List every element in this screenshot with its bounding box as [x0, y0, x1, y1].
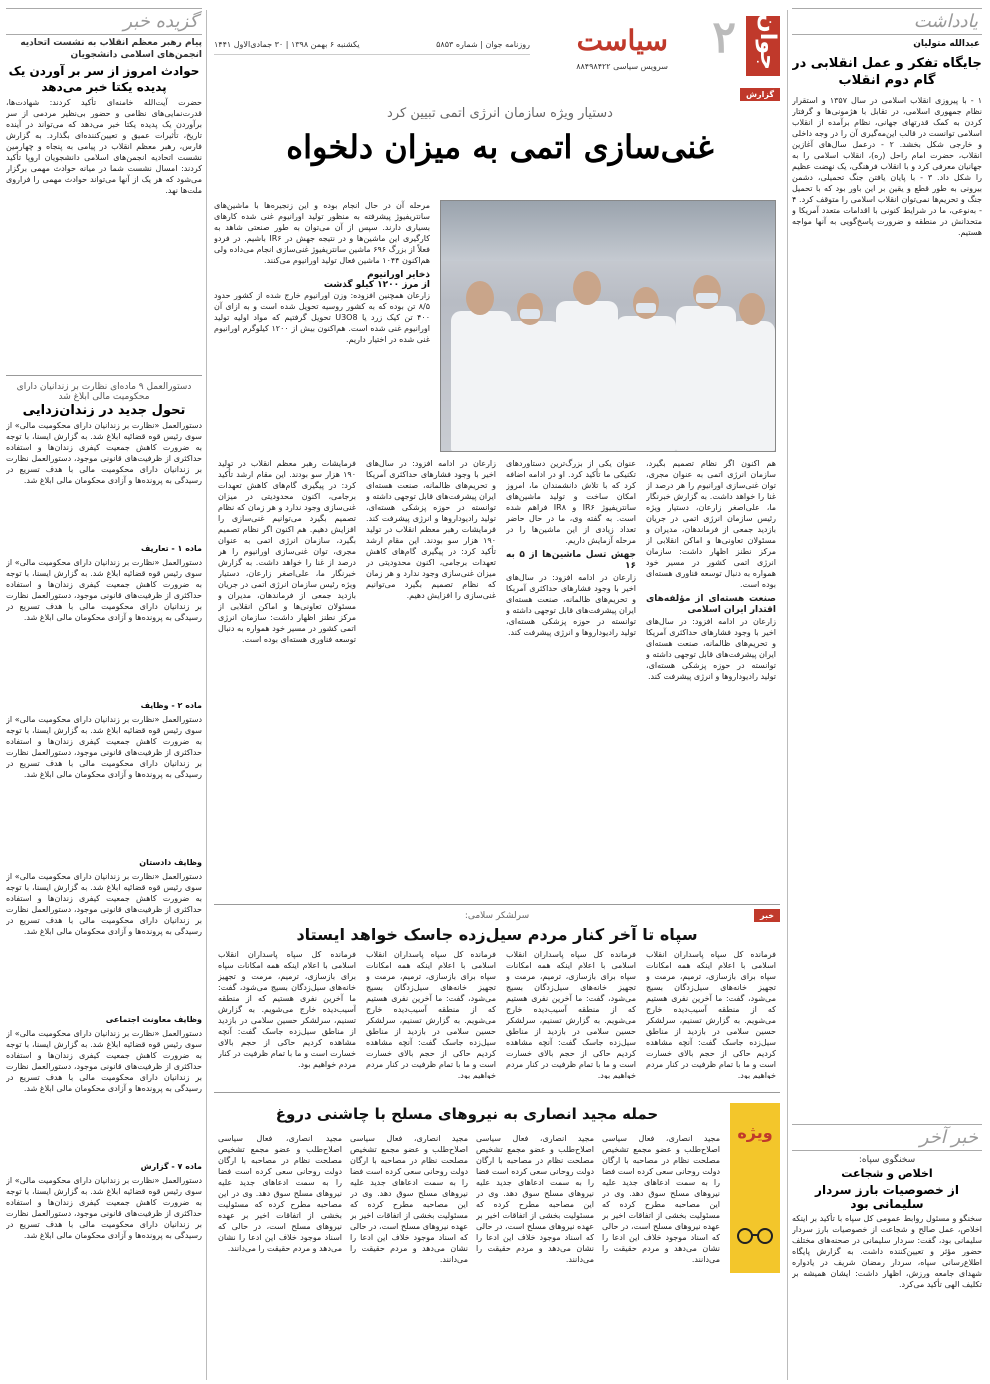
main-body-col-2-text-b: زارعان در ادامه افزود: در سال‌های اخیر با وجود فشارهای حداکثری آمریکا و تحریم‌های ظالمانه، صنعت هسته‌ای ایران پیشرفت‌های قابل توجهی داشته و توانسته در حوزه پزشکی هسته‌ای، تولید رادیوداروها و انرژی پیشرفت کند.: [506, 573, 636, 637]
digest-story2-body: دستورالعمل «نظارت بر زندانیان دارای محکومیت مالی» از سوی رئیس قوه قضائیه ابلاغ شد. به گزارش ایسنا، با توجه به ضرورت کاهش جمعیت کیفری زندان‌ها و استفاده حداکثری از ظرفیت‌های قانونی موجود، دستورالعمل نظارت بر زندانیان دارای محکومیت مالی با هدف تسریع در رسیدگی به پرونده‌ها و آزادی محکومان مالی ابلاغ شد.: [6, 421, 202, 485]
main-body-col-3-text: زارعان در ادامه افزود: در سال‌های اخیر با وجود فشارهای حداکثری آمریکا و تحریم‌های ظالمانه، صنعت هسته‌ای ایران پیشرفت‌های قابل توجهی داشته و توانسته در حوزه پزشکی هسته‌ای، تولید رادیوداروها و انرژی پیشرفت کند.: [366, 459, 496, 523]
digest-story1-headline: حوادث امروز از سر بر آوردن یک پدیده یکتا خبر می‌دهد: [8, 64, 200, 94]
third-body-col-1: مجید انصاری، فعال سیاسی اصلاح‌طلب و عضو مجمع تشخیص مصلحت نظام در مصاحبه با ارگان دولت روحانی سعی کرده است فضا را به سمت ادعاهای جدید علیه نیروهای مسلح سوق دهد. وی در این مصاحبه مطرح کرده که مسئولیت بخشی از اتفاقات اخیر بر عهده نیروهای مسلح است، در حالی که اسناد موجود خلاف این ادعا را نشان می‌دهد و مردم حقیقت را می‌دانند.: [602, 1134, 720, 1264]
main-body-col-1-text-b: زارعان در ادامه افزود: در سال‌های اخیر با وجود فشارهای حداکثری آمریکا و تحریم‌های ظالمانه، صنعت هسته‌ای ایران پیشرفت‌های قابل توجهی داشته و توانسته در حوزه پزشکی هسته‌ای، تولید رادیوداروها و انرژی پیشرفت کند.: [646, 617, 776, 681]
digest-subhead-3: وظایف دادستان: [139, 858, 202, 867]
third-story: [214, 1092, 780, 1377]
third-body-col-2: مجید انصاری، فعال سیاسی اصلاح‌طلب و عضو مجمع تشخیص مصلحت نظام در مصاحبه با ارگان دولت روحانی سعی کرده است فضا را به سمت ادعاهای جدید علیه نیروهای مسلح سوق دهد. وی در این مصاحبه مطرح کرده که مسئولیت بخشی از اتفاقات اخیر بر عهده نیروهای مسلح است، در حالی که اسناد موجود خلاف این ادعا را نشان می‌دهد و مردم حقیقت را می‌دانند.: [476, 1134, 594, 1264]
digest-story2-kicker: دستورالعمل ۹ ماده‌ای نظارت بر زندانیان دارای محکومیت مالی ابلاغ شد: [16, 382, 192, 402]
third-body-col-4: مجید انصاری، فعال سیاسی اصلاح‌طلب و عضو مجمع تشخیص مصلحت نظام در مصاحبه با ارگان دولت روحانی سعی کرده است فضا را به سمت ادعاهای جدید علیه نیروهای مسلح سوق دهد. وی در این مصاحبه مطرح کرده که مسئولیت بخشی از اتفاقات اخیر بر عهده نیروهای مسلح است، در حالی که اسناد موجود خلاف این ادعا را نشان می‌دهد و مردم حقیقت را می‌دانند.: [218, 1134, 342, 1253]
main-body-col-4: [218, 458, 356, 888]
last-news-body: سخنگو و مسئول روابط عمومی کل سپاه با تأکید بر اینکه اخلاص، عمل صالح و شجاعت از خصوصیات بارز سردار سلیمانی بود، گفت: سردار سلیمانی در صحنه‌های مختلف حضور مؤثر و تعیین‌کننده داشت. به گزارش پایگاه اطلاع‌رسانی سپاه، سردار رمضان شریف در یادواره شهدای جامعه ورزش، اظهار داشت: ایشان همیشه بر تکلیف الهی تأکید می‌کرد.: [792, 1214, 982, 1289]
last-news-title: خبر آخر: [919, 1127, 978, 1148]
digest-story2-body-cont3: دستورالعمل «نظارت بر زندانیان دارای محکومیت مالی» از سوی رئیس قوه قضائیه ابلاغ شد. به گزارش ایسنا، با توجه به ضرورت کاهش جمعیت کیفری زندان‌ها و استفاده حداکثری از ظرفیت‌های قانونی موجود، دستورالعمل نظارت بر زندانیان دارای محکومیت مالی با هدف تسریع در رسیدگی به پرونده‌ها و آزادی محکومان مالی ابلاغ شد.: [6, 872, 202, 936]
main-body-col-3-text-b: فرمایشات رهبر معظم انقلاب در تولید ۱۹۰ هزار سو بودند. این مقام ارشد تأکید کرد: در پیگیری گام‌های کاهش تعهدات برجامی، اکنون محدودیتی در میزان غنی‌سازی وجود ندارد و هر زمان که نظام تصمیم بگیرد می‌توانیم غنی‌سازی را افزایش دهیم.: [366, 525, 496, 600]
digest-story1-kicker: پیام رهبر معظم انقلاب به نشست اتحادیه انجمن‌های اسلامی دانشجویان: [20, 38, 202, 60]
divider-left: [206, 10, 207, 1380]
report-tag: گزارش: [740, 88, 780, 101]
date-info: یکشنبه ۶ بهمن ۱۳۹۸ | ۳۰ جمادی‌الاول ۱۴۴۱: [214, 40, 360, 49]
desk-phone: سرویس سیاسی ۸۸۴۹۸۴۲۲: [576, 62, 668, 71]
digest-story2-body-cont4: دستورالعمل «نظارت بر زندانیان دارای محکومیت مالی» از سوی رئیس قوه قضائیه ابلاغ شد. به گزارش ایسنا، با توجه به ضرورت کاهش جمعیت کیفری زندان‌ها و استفاده حداکثری از ظرفیت‌های قانونی موجود، دستورالعمل نظارت بر زندانیان دارای محکومیت مالی با هدف تسریع در رسیدگی به پرونده‌ها و آزادی محکومان مالی ابلاغ شد.: [6, 1029, 202, 1093]
opinion-author: عبدالله متولیان: [913, 39, 980, 49]
third-body-col-3: مجید انصاری، فعال سیاسی اصلاح‌طلب و عضو مجمع تشخیص مصلحت نظام در مصاحبه با ارگان دولت روحانی سعی کرده است فضا را به سمت ادعاهای جدید علیه نیروهای مسلح سوق دهد. وی در این مصاحبه مطرح کرده که مسئولیت بخشی از اتفاقات اخیر بر عهده نیروهای مسلح است، در حالی که اسناد موجود خلاف این ادعا را نشان می‌دهد و مردم حقیقت را می‌دانند.: [350, 1134, 468, 1264]
second-story: [214, 904, 780, 1085]
digest-story2: [6, 375, 202, 1285]
main-photo-nuclear-facility: [440, 200, 776, 452]
digest-story2-body-cont2: دستورالعمل «نظارت بر زندانیان دارای محکومیت مالی» از سوی رئیس قوه قضائیه ابلاغ شد. به گزارش ایسنا، با توجه به ضرورت کاهش جمعیت کیفری زندان‌ها و استفاده حداکثری از ظرفیت‌های قانونی موجود، دستورالعمل نظارت بر زندانیان دارای محکومیت مالی با هدف تسریع در رسیدگی به پرونده‌ها و آزادی محکومان مالی ابلاغ شد.: [6, 715, 202, 779]
news-digest-column: [6, 0, 202, 1384]
last-news-headline: از خصوصیات بارز سردار سلیمانی بود: [815, 1183, 959, 1211]
main-body-col-4-text: فرمایشات رهبر معظم انقلاب در تولید ۱۹۰ هزار سو بودند. این مقام ارشد تأکید کرد: در پیگیری گام‌های کاهش تعهدات برجامی، اکنون محدودیتی در میزان غنی‌سازی وجود ندارد و هر زمان که نظام تصمیم بگیرد می‌توانیم غنی‌سازی را افزایش دهیم.: [218, 459, 356, 534]
opinion-body: ۱ - با پیروزی انقلاب اسلامی در سال ۱۳۵۷ و استقرار نظام جمهوری اسلامی، در تقابل با هژمونی‌ها و گرفتار کردن به کمک قدرتهای جهانی، نظام برآمده از انقلاب اسلامی توانست در قالب این‌مه‌گیری آن را در وجه داخلی و خارجی شکل بخشد. ۲ - درعمل سال‌های آغازین انقلاب، حضرت امام راحل (ره)، انقلاب اسلامی را به جهانیان معرفی کرد و با انقلاب فرهنگی، یک نهضت عظیم را شکل داد. ۳ - با پایان یافتن جنگ تحمیلی، دشمن بیرونی به طور قطع و یقین بر این باور بود که با تحمیل جنگ و تحریم‌ها نمی‌توان انقلاب اسلامی را متوقف کرد. ۴ - به‌نوعی، ما در شرایط کنونی با اقدامات متعدد آمریکا و متحدانش در منطقه و ضرورت پاسخ‌گویی به آنها مواجه هستیم.: [792, 96, 982, 237]
page-number: ۲: [712, 12, 736, 63]
main-story: [214, 88, 780, 900]
last-news-box: [792, 1124, 982, 1384]
main-body-top2: زارعان همچنین افزوده: وزن اورانیوم خارج شده از کشور حدود ۸/۵ تن بوده که به کشور روسیه تحویل شده است و به ازای آن ۴۰۰ تن کیک زرد یا U3O8 تحویل گرفتیم که مواد اولیه تولید اورانیوم غنی شده است. هم‌اکنون بیش از ۱۲۰۰ کیلوگرم اورانیوم غنی شده در اختیار داریم.: [214, 291, 430, 344]
main-subhead-2: جهش تسل ماشین‌ها از ۵ به ۱۶: [506, 550, 636, 571]
main-body-col-2: [506, 458, 636, 888]
main-headline: غنی‌سازی اتمی به میزان دلخواه: [286, 128, 714, 166]
main-subhead-3: صنعت هسته‌ای از مؤلفه‌های اقتدار ایران اسلامی: [646, 594, 776, 615]
opinion-column: [792, 0, 982, 1384]
digest-subhead-2: ماده ۲ - وظایف: [140, 701, 202, 710]
digest-subhead-1: ماده ۱ - تعاریف: [140, 544, 202, 553]
digest-story2-body-cont5: دستورالعمل «نظارت بر زندانیان دارای محکومیت مالی» از سوی رئیس قوه قضائیه ابلاغ شد. به گزارش ایسنا، با توجه به ضرورت کاهش جمعیت کیفری زندان‌ها و استفاده حداکثری از ظرفیت‌های قانونی موجود، دستورالعمل نظارت بر زندانیان دارای محکومیت مالی با هدف تسریع در رسیدگی به پرونده‌ها و آزادی محکومان مالی ابلاغ شد.: [6, 1176, 202, 1240]
second-headline: سپاه تا آخر کنار مردم سیل‌زده جاسک خواهد ایستاد: [296, 925, 698, 944]
main-kicker: دستیار ویژه سازمان انرژی اتمی تبیین کرد: [387, 106, 613, 121]
divider-right: [787, 10, 788, 1380]
last-news-kicker: سخنگوی سپاه:: [858, 1155, 916, 1165]
main-body-col-1-text: هم اکنون اگر نظام تصمیم بگیرد، سازمان انرژی اتمی به عنوان مجری، توان غنی‌سازی اورانیوم را هر درصد از غنا را خواهد داشت. به گزارش خبرنگار ما، علی‌اصغر زارعان، دستیار ویژه رئیس سازمان انرژی اتمی در جریان بازدید جمعی از فرماندهان، مدیران و مسئولان تعاونی‌ها و اماکن انقلابی از مرکز نطنز اظهار داشت: سازمان انرژی اتمی کشور در مسیر خود همواره به دنبال توسعه فناوری هسته‌ای بوده است.: [646, 459, 776, 589]
digest-story2-body-cont1: دستورالعمل «نظارت بر زندانیان دارای محکومیت مالی» از سوی رئیس قوه قضائیه ابلاغ شد. به گزارش ایسنا، با توجه به ضرورت کاهش جمعیت کیفری زندان‌ها و استفاده حداکثری از ظرفیت‌های قانونی موجود، دستورالعمل نظارت بر زندانیان دارای محکومیت مالی با هدف تسریع در رسیدگی به پرونده‌ها و آزادی محکومان مالی ابلاغ شد.: [6, 558, 202, 622]
issue-info: روزنامه جوان | شماره ۵۸۵۳: [436, 40, 530, 49]
main-body-col-1: [646, 458, 776, 888]
second-body-col-2: فرمانده کل سپاه پاسداران انقلاب اسلامی با اعلام اینکه همه امکانات سپاه برای بازسازی، ترمیم، مرمت و تجهیز خانه‌های سیل‌زدگان بسیج می‌شود، گفت: ما آخرین نفری هستیم که از منطقه آسیب‌دیده خارج می‌شویم. به گزارش تسنیم، سرلشکر حسین سلامی در بازدید از مناطق سیل‌زده جاسک گفت: آنچه مشاهده کردیم حاکی از حجم بالای خسارت است و ما با تمام ظرفیت در کنار مردم خواهیم بود.: [506, 950, 636, 1079]
main-subhead-1: ذخایر اورانیوم: [367, 270, 430, 280]
second-body-col-3: فرمانده کل سپاه پاسداران انقلاب اسلامی با اعلام اینکه همه امکانات سپاه برای بازسازی، ترمیم، مرمت و تجهیز خانه‌های سیل‌زدگان بسیج می‌شود، گفت: ما آخرین نفری هستیم که از منطقه آسیب‌دیده خارج می‌شویم. به گزارش تسنیم، سرلشکر حسین سلامی در بازدید از مناطق سیل‌زده جاسک گفت: آنچه مشاهده کردیم حاکی از حجم بالای خسارت است و ما با تمام ظرفیت در کنار مردم خواهیم بود.: [366, 950, 496, 1079]
opinion-section-header: [792, 8, 982, 35]
masthead-rule: [214, 54, 530, 55]
masthead: [214, 12, 780, 82]
section-name: سیاست: [576, 24, 668, 57]
second-body-col-1: فرمانده کل سپاه پاسداران انقلاب اسلامی با اعلام اینکه همه امکانات سپاه برای بازسازی، ترمیم، مرمت و تجهیز خانه‌های سیل‌زدگان بسیج می‌شود، گفت: ما آخرین نفری هستیم که از منطقه آسیب‌دیده خارج می‌شویم. به گزارش تسنیم، سرلشکر حسین سلامی در بازدید از مناطق سیل‌زده جاسک گفت: آنچه مشاهده کردیم حاکی از حجم بالای خسارت است و ما با تمام ظرفیت در کنار مردم خواهیم بود.: [646, 950, 776, 1079]
last-news-header: [792, 1124, 982, 1151]
main-body-col-4-text-b: هم اکنون اگر نظام تصمیم بگیرد، سازمان انرژی اتمی به عنوان مجری، توان غنی‌سازی اورانیوم را هر درصد از غنا را خواهد داشت. به گزارش خبرنگار ما، علی‌اصغر زارعان، دستیار ویژه رئیس سازمان انرژی اتمی در جریان بازدید جمعی از فرماندهان، مدیران و مسئولان تعاونی‌ها و اماکن انقلابی از مرکز نطنز اظهار داشت: سازمان انرژی اتمی کشور در مسیر خود همواره به دنبال توسعه فناوری هسته‌ای بوده است.: [218, 525, 356, 644]
digest-section-header: [6, 8, 202, 35]
digest-subhead-4: وظایف معاونت اجتماعی: [105, 1015, 202, 1024]
glasses-icon: [734, 1223, 776, 1247]
second-story-tag: خبر: [754, 909, 780, 922]
second-body-col-4: فرمانده کل سپاه پاسداران انقلاب اسلامی با اعلام اینکه همه امکانات سپاه برای بازسازی، ترمیم، مرمت و تجهیز خانه‌های سیل‌زدگان بسیج می‌شود، گفت: ما آخرین نفری هستیم که از منطقه آسیب‌دیده خارج می‌شویم. به گزارش تسنیم، سرلشکر حسین سلامی در بازدید از مناطق سیل‌زده جاسک گفت: آنچه مشاهده کردیم حاکی از حجم بالای خسارت است و ما با تمام ظرفیت در کنار مردم خواهیم بود.: [218, 950, 356, 1069]
main-body-col-3: [366, 458, 496, 888]
digest-subhead-5: ماده ۷ - گزارش: [140, 1162, 202, 1171]
special-tag: ویژه: [737, 1123, 773, 1142]
digest-story2-headline: تحول جدید در زندان‌زدایی: [22, 403, 186, 418]
digest-story1-body: حضرت آیت‌الله خامنه‌ای تأکید کردند: شهادت‌ها، قدرت‌نمایی‌های نظامی و حضور بی‌نظیر مردمی از سر برآوردن یک پدیده یکتا خبر می‌دهد که می‌تواند در آینده تاریخ، تأثیرات عمیق و تعیین‌کننده‌ای بگذارد. به گزارش فارس، رهبر معظم انقلاب در پیامی به پنجاه و چهارمین نشست اتحادیه انجمن‌های اسلامی دانشجویان اروپا تأکید کردند: امسال نشست شما در میانه حوادث مهمی برگزار می‌شود که هر یک از آنها می‌تواند حوادث مهمی را فراروی ملت‌ها نهد.: [6, 98, 202, 195]
opinion-section-title: یادداشت: [913, 11, 978, 32]
third-headline: حمله مجید انصاری به نیروهای مسلح با چاشنی دروغ: [275, 1105, 659, 1123]
digest-section-title: گزیده خبر: [123, 11, 198, 32]
main-body-col-2-text: عنوان یکی از بزرگ‌ترین دستاوردهای تکنیکی ما تأکید کرد. او در ادامه اضافه کرد که با تلاش دانشمندان ما، امروز امکان ساخت و تولید ماشین‌های سانتریفیوژ IR۶ و IR۸ فراهم شده است. به گفته وی، ما در حال حاضر تعداد زیادی از این ماشین‌ها را در مرحله آزمایش داریم.: [506, 459, 636, 545]
jvan-logo: جوان: [746, 16, 780, 76]
opinion-headline: جایگاه تفکر و عمل انقلابی در گام دوم انقلاب: [792, 56, 982, 88]
main-body-top: مرحله آن در حال انجام بوده و این زنجیره‌ها با ماشین‌های سانتریفیوژ پیشرفته به منظور تولید اورانیوم غنی شده کارهای بسیاری دارند. سپس از آن می‌توان به طور صنعتی شاهد به کارگیری این ماشین‌ها و در نتیجه جهش در IR۶ باشیم. در فردو فعلاً از بزرگ ۶۹۶ ماشین سانتریفیوژ غنی‌سازی انجام می‌داده ولی هم‌اکنون ۱۰۴۴ ماشین فعال تولید اورانیوم می‌کنند.: [214, 201, 430, 265]
last-news-subtitle: اخلاص و شجاعت: [841, 1167, 933, 1180]
main-body-top-column: [214, 200, 430, 492]
second-kicker: سرلشکر سلامی:: [464, 911, 530, 921]
special-panel: [730, 1103, 780, 1273]
main-subhead-1b: از مرز ۱۲۰۰ کیلو گذشت: [323, 280, 430, 290]
